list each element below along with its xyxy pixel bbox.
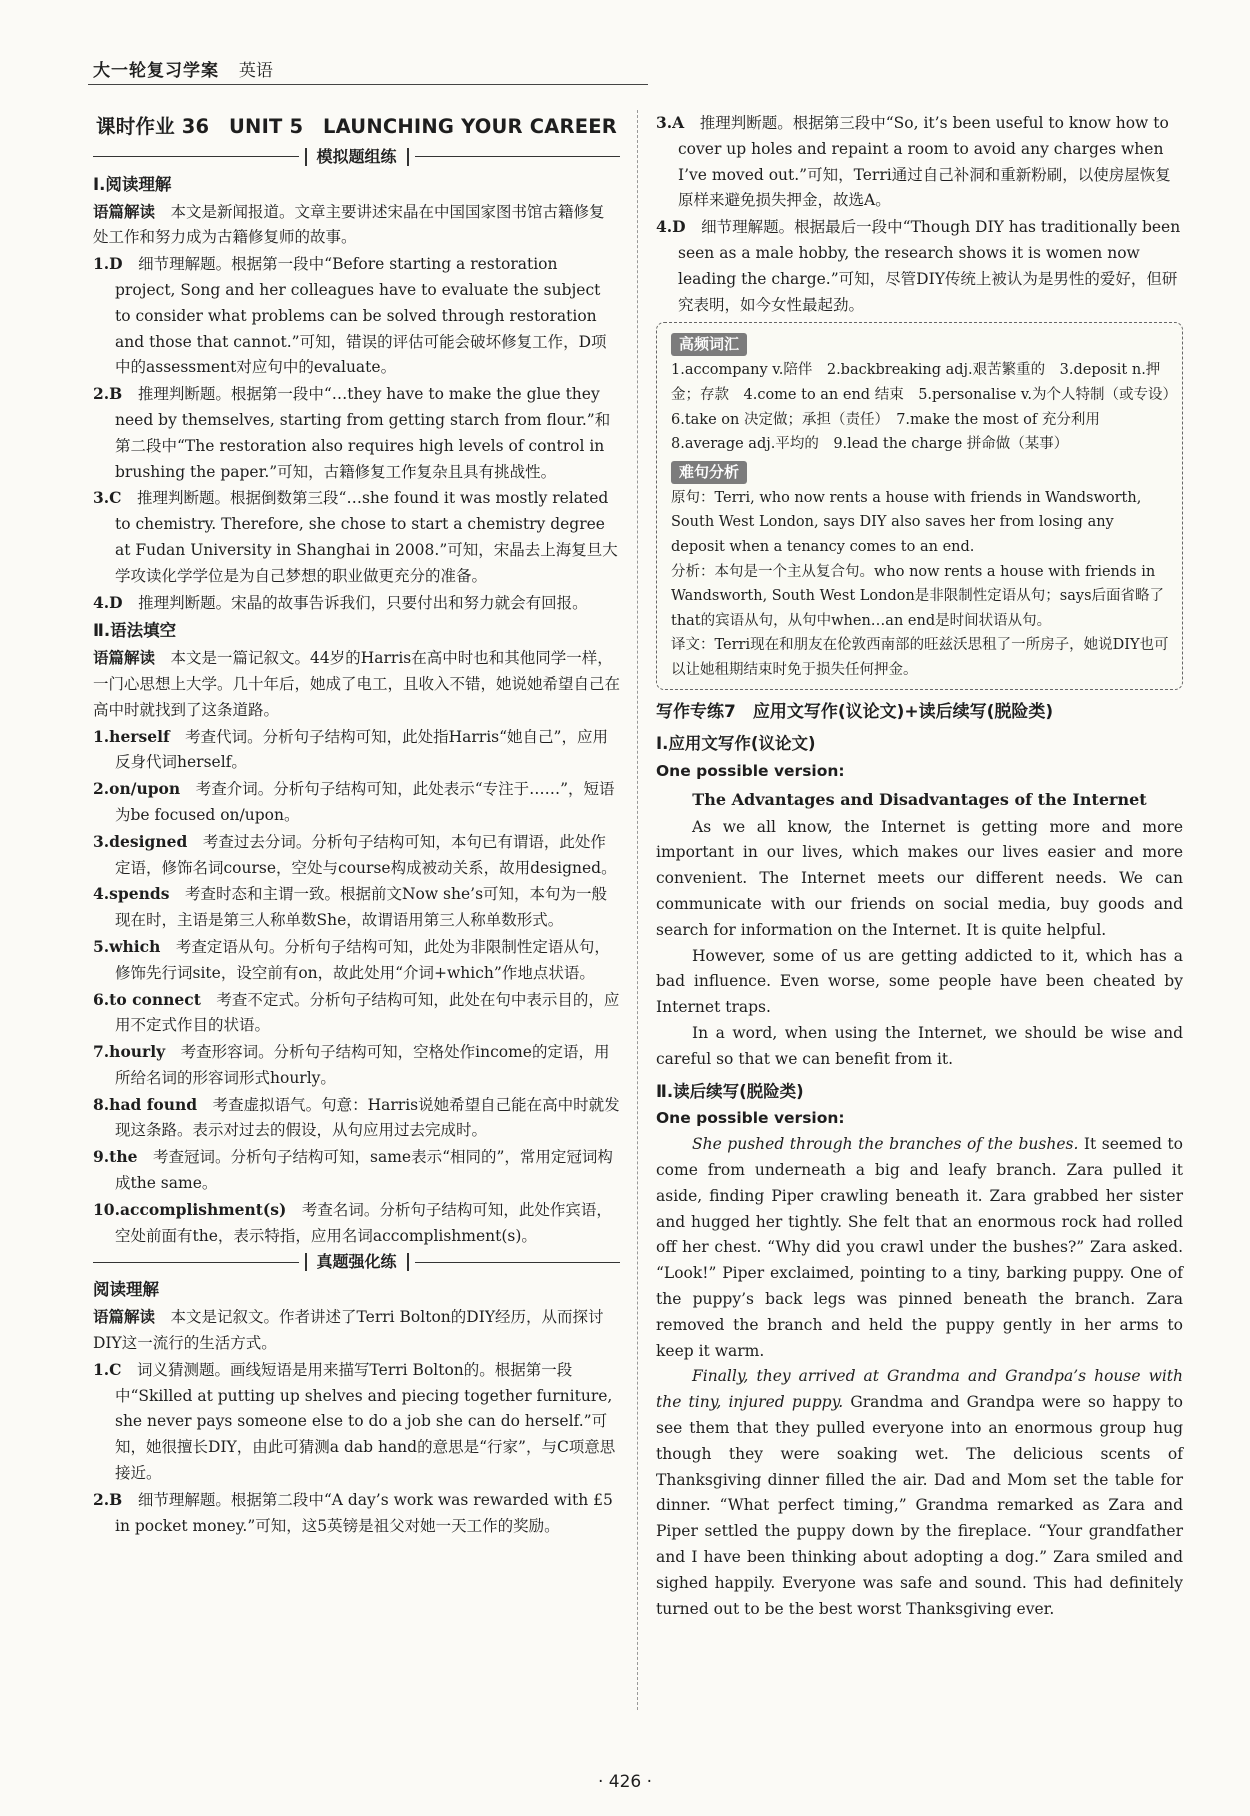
answer-item: 4.D 细节理解题。根据最后一段中“Though DIY has traditionally been seen as a male hobby, the research shows it is women now leading the charge.”可知，尽管DIY传统上被认为是男性的爱好，但研究表明，如今女性最起劲。 <box>656 217 1181 314</box>
answer-item: 2.B 推理判断题。根据第一段中“…they have to make the glue they need by themselves, starting from getting starch from flour.”和第二段中“The restoration also requires high levels of control in brushing the paper.”可知，古籍修复工作复杂且具有挑战性。 <box>93 384 611 481</box>
sentence-tag: 难句分析 <box>671 461 747 484</box>
essay-title: The Advantages and Disadvantages of the Internet <box>692 789 1147 809</box>
essay-paragraph: However, some of us are getting addicted to it, which has a bad influence. Even worse, some people have been cheated by Internet traps. <box>656 946 1183 1017</box>
section-writing-2: Ⅱ.读后续写(脱险类) <box>656 1081 804 1101</box>
subject-label: 英语 <box>238 61 273 81</box>
passage-intro: 语篇解读 本文是一篇记叙文。44岁的Harris在高中时也和其他同学一样，一门心思想上大学。几十年后，她成了电工，且收入不错，她说她希望自己在高中时就找到了这条道路。 <box>93 649 621 719</box>
answer-item: 10.accomplishment(s) 考查名词。分析句子结构可知，此处作宾语，空处前面有the，表示特指，应用名词accomplishment(s)。 <box>93 1199 612 1245</box>
column-divider <box>637 110 638 1710</box>
lesson-title: 课时作业 36 UNIT 5 LAUNCHING YOUR CAREER <box>96 115 617 138</box>
sentence-translation: 译文：Terri现在和朋友在伦敦西南部的旺兹沃思租了一所房子，她说DIY也可以让她租期结束时免于损失任何押金。 <box>671 637 1169 678</box>
vocab-box <box>656 322 1183 689</box>
answer-item: 8.had found 考查虚拟语气。句意：Harris说她希望自己能在高中时就发现这条路。表示对过去的假设，从句应用过去完成时。 <box>93 1094 620 1140</box>
right-column <box>656 110 1183 1622</box>
vocab-tag: 高频词汇 <box>671 333 747 356</box>
answer-item: 2.on/upon 考查介词。分析句子结构可知，此处表示“专注于……”，短语为be focused on/upon。 <box>93 779 615 824</box>
section-band-mock: 模拟题组练 <box>93 148 620 166</box>
answer-item: 6.to connect 考查不定式。分析句子结构可知，此处在句中表示目的，应用不定式作目的状语。 <box>93 989 620 1035</box>
answer-item: 4.D 推理判断题。宋晶的故事告诉我们，只要付出和努力就会有回报。 <box>93 592 588 612</box>
story-paragraph: She pushed through the branches of the bushes. It seemed to come from underneath a big and leafy branch. Zara pulled it aside, finding Piper crawling beneath it. Zara grabbed her sister and hugged her tightly. She felt that an enormous rock had rolled off her chest. “Why did you crawl under the bushes?” Zara asked. “Look!” Piper exclaimed, pointing to a tiny, barking puppy. One of the puppy’s back legs was pinned beneath the branch. Zara removed the branch and held the puppy gently in her arms to keep it warm. <box>656 1135 1183 1360</box>
answer-item: 7.hourly 考查形容词。分析句子结构可知，空格处作income的定语，用所给名词的形容词形式hourly。 <box>93 1042 610 1087</box>
section-grammar: Ⅱ.语法填空 <box>93 621 177 641</box>
answer-item: 3.C 推理判断题。根据倒数第三段“…she found it was mostly related to chemistry. Therefore, she chose to start a chemistry degree at Fudan University in Shanghai in 2008.”可知，宋晶去上海复旦大学攻读化学学位是为自己梦想的职业做更充分的准备。 <box>93 488 618 585</box>
section-reading: Ⅰ.阅读理解 <box>93 174 172 194</box>
answer-item: 3.A 推理判断题。根据第三段中“So, it’s been useful to know how to cover up holes and repaint a room to avoid any charges when I’ve moved out.”可知，Terri通过自己补洞和重新粉刷，以使房屋恢复原样来避免损失押金，故选A。 <box>656 113 1171 210</box>
passage-intro: 语篇解读 本文是记叙文。作者讲述了Terri Bolton的DIY经历，从而探讨DIY这一流行的生活方式。 <box>93 1308 604 1353</box>
answer-item: 9.the 考查冠词。分析句子结构可知，same表示“相同的”，常用定冠词构成the same。 <box>93 1147 613 1193</box>
essay-paragraph: In a word, when using the Internet, we should be wise and careful so that we can benefit from it. <box>656 1024 1183 1068</box>
answer-item: 1.herself 考查代词。分析句子结构可知，此处指Harris“她自己”，应用反身代词herself。 <box>93 726 608 772</box>
running-header <box>93 56 1193 81</box>
answer-item: 4.spends 考查时态和主谓一致。根据前文Now she’s可知，本句为一般现在时，主语是第三人称单数She，故谓语用第三人称单数形式。 <box>93 884 608 930</box>
version-label: One possible version: <box>656 762 845 781</box>
essay-paragraph: As we all know, the Internet is getting more and more important in our lives, which makes our lives easier and more convenient. The Internet meets our different needs. We can communicate with our friends on social media, buy goods and search for information on the Internet. It is quite helpful. <box>656 817 1183 939</box>
answer-item: 2.B 细节理解题。根据第二段中“A day’s work was rewarded with £5 in pocket money.”可知，这5英镑是祖父对她一天工作的奖励。 <box>93 1489 613 1535</box>
section-band-real: 真题强化练 <box>93 1253 620 1271</box>
answer-item: 3.designed 考查过去分词。分析句子结构可知，本句已有谓语，此处作定语，修饰名词course，空处与course构成被动关系，故用designed。 <box>93 831 617 877</box>
writing-title: 写作专练7 应用文写作(议论文)+读后续写(脱险类) <box>656 701 1054 722</box>
section-writing-1: Ⅰ.应用文写作(议论文) <box>656 734 816 754</box>
sentence-original: 原句：Terri, who now rents a house with friends in Wandsworth, South West London, says DIY also saves her from losing any deposit when a tenancy comes to an end. <box>671 489 1142 555</box>
version-label: One possible version: <box>656 1109 845 1128</box>
section-reading-2: 阅读理解 <box>93 1280 159 1300</box>
vocab-text: 1.accompany v.陪伴 2.backbreaking adj.艰苦繁重的 3.deposit n.押金；存款 4.come to an end 结束 5.personalise v.为个人特制（或专设） 6.take on 决定做；承担（责任） 7.make the most of 充分利用 8.average adj.平均的 9.lead the charge 拼命做（某事） <box>671 362 1185 453</box>
passage-intro: 语篇解读 本文是新闻报道。文章主要讲述宋晶在中国国家图书馆古籍修复处工作和努力成为古籍修复师的故事。 <box>93 202 605 247</box>
answer-item: 5.which 考查定语从句。分析句子结构可知，此处为非限制性定语从句，修饰先行词site，设空前有on，故此处用“介词+which”作地点状语。 <box>93 936 610 982</box>
story-paragraph: Finally, they arrived at Grandma and Grandpa’s house with the tiny, injured puppy. Grandma and Grandpa were so happy to see them that they pulled everyone into an enormous group hug though they were soaking wet. The delicious scents of Thanksgiving dinner filled the air. Dad and Mom set the table for dinner. “What perfect timing,” Grandma remarked as Zara and Piper settled the puppy down by the fireplace. “Your grandfather and I have been thinking about adopting a dog.” Zara smiled and sighed happily. Everyone was safe and sound. This had definitely turned out to be the best worst Thanksgiving ever. <box>656 1367 1183 1618</box>
sentence-analysis: 分析：本句是一个主从复合句。who now rents a house with friends in Wandsworth, South West London是非限制性定语从句；says后面省略了that的宾语从句，从句中when…an end是时间状语从句。 <box>671 563 1165 629</box>
page-number: · 426 · <box>597 1772 653 1792</box>
answer-item: 1.C 词义猜测题。画线短语是用来描写Terri Bolton的。根据第一段中“Skilled at putting up shelves and piecing together furniture, she never pays someone else to do a job she can do herself.”可知，她很擅长DIY，由此可猜测a dab hand的意思是“行家”，与C项意思接近。 <box>93 1359 616 1483</box>
answer-item: 1.D 细节理解题。根据第一段中“Before starting a restoration project, Song and her colleagues have to evaluate the subject to consider what problems can be solved through restoration and those that cannot.”可知，错误的评估可能会破坏修复工作，D项中的assessment对应句中的evaluate。 <box>93 254 607 377</box>
header-rule <box>88 84 648 85</box>
left-column <box>93 110 620 1539</box>
book-title: 大一轮复习学案 <box>93 61 219 81</box>
